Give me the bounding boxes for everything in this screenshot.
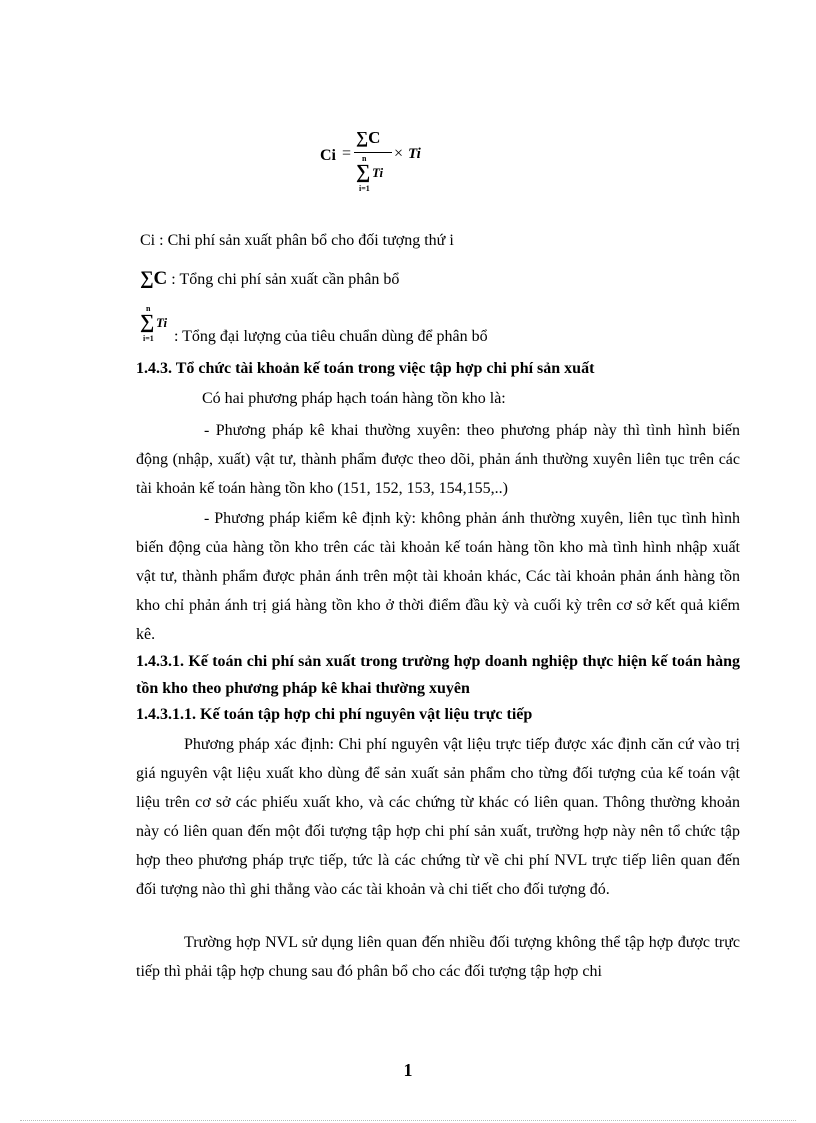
legend-sumti [140,306,488,348]
sum-lower-limit: i=1 [359,184,370,193]
sigma-symbol: ∑ [356,161,371,183]
sumti-text: : Tổng đại lượng của tiêu chuẩn dùng để phân bổ [174,328,488,345]
sumc-symbol: ∑C [140,268,168,289]
formula-times: × [394,145,404,162]
formula-equals: = [342,145,352,162]
paragraph-nvl: Trường hợp NVL sử dụng liên quan đến nhiều đối tượng không thể tập hợp được trực tiếp thì phải tập hợp chung sau đó phân bổ cho các đối tượng tập hợp chi [136,934,740,980]
paragraph-method: Phương pháp xác định: Chi phí nguyên vật liệu trực tiếp được xác định căn cứ vào trị giá nguyên vật liệu xuất kho dùng để sản xuất sản phẩm cho từng đối tượng của kế toán vật liệu trên cơ sở các phiếu xuất kho, và các chứng từ khác có liên quan. Thông thường khoản này có liên quan đến một đối tượng tập hợp chi phí sản xuất, trường hợp này nên tổ chức tập hợp theo phương pháp trực tiếp, tức là các chứng từ về chi phí NVL trực tiếp liên quan đến đối tượng nào thì ghi thẳng vào các tài khoản và chi tiết cho đối tượng đó. [136,736,740,898]
sum-term: Ti [372,165,384,180]
allocation-formula [318,128,428,208]
sumti-symbol: n ∑ i=1 Ti [140,304,168,343]
sumc-text: : Tổng chi phí sản xuất cần phân bổ [171,271,400,288]
sum-ti-stack [356,156,386,196]
legend-sumc [140,268,399,290]
section-heading-1-4-3-1: 1.4.3.1. Kế toán chi phí sản xuất trong trường hợp doanh nghiệp thực hiện kế toán hàng tồn kho theo phương pháp kê khai thường xuyên [136,653,740,697]
formula-numerator: ∑C [356,128,381,147]
legend-ci: Ci : Chi phí sản xuất phân bổ cho đối tượng thứ i [140,232,454,249]
formula-rhs: Ti [408,146,421,162]
fraction-bar [354,152,392,153]
intro-paragraph: Có hai phương pháp hạch toán hàng tồn kho là: [202,390,506,407]
section-heading-1-4-3: 1.4.3. Tổ chức tài khoản kế toán trong việc tập hợp chi phí sản xuất [136,360,595,377]
formula-lhs: Ci [320,147,336,164]
page-number: 1 [403,1060,413,1080]
page-bottom-divider [20,1120,796,1121]
paragraph-kkttx: - Phương pháp kê khai thường xuyên: theo phương pháp này thì tình hình biến động (nhập, xuất) vật tư, thành phẩm được theo dõi, phản ánh thường xuyên liên tục trên các tài khoản kế toán hàng tồn kho (151, 152, 153, 154,155,..) [136,422,740,497]
formula-denominator [356,156,396,200]
sum-upper-limit: n [362,154,367,163]
section-heading-1-4-3-1-1: 1.4.3.1.1. Kế toán tập hợp chi phí nguyên vật liệu trực tiếp [136,706,533,723]
paragraph-kkdk: - Phương pháp kiểm kê định kỳ: không phản ánh thường xuyên, liên tục tình hình biến động của hàng tồn kho trên các tài khoản kế toán hàng tồn kho mà tình hình nhập xuất vật tư, thành phẩm được phản ánh trên một tài khoản khác, Các tài khoản phản ánh hàng tồn kho chỉ phản ánh trị giá hàng tồn kho ở thời điểm đầu kỳ và cuối kỳ trên cơ sở kết quả kiểm kê. [136,510,740,643]
